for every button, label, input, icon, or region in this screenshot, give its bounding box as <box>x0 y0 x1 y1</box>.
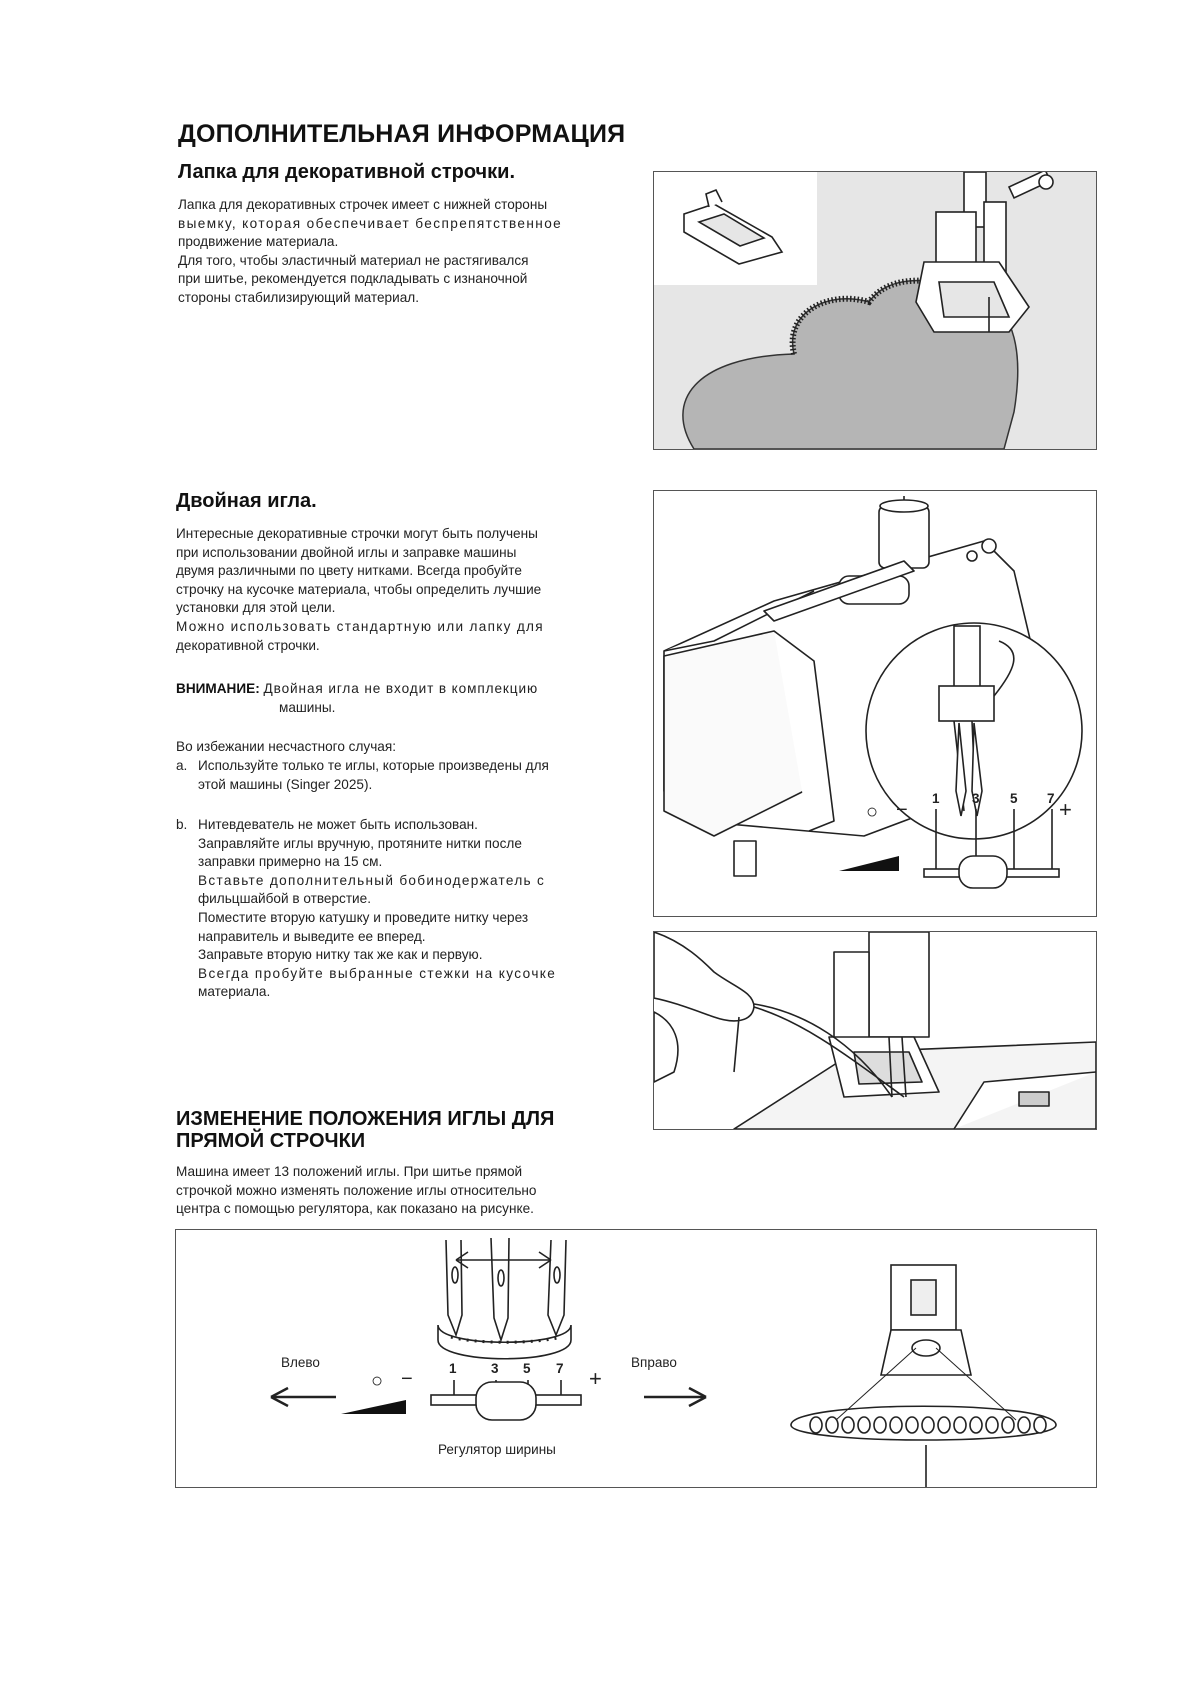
text-line: Заправьте вторую нитку так же как и первую. <box>198 947 483 963</box>
text-line: Используйте только те иглы, которые произведены для <box>198 758 549 773</box>
text-line: Поместите вторую катушку и проведите нитку через <box>198 909 529 925</box>
text-line: направитель и выведите ее вперед. <box>198 928 426 944</box>
threading-hand-illustration <box>654 932 1096 1129</box>
text-line: Всегда пробуйте выбранные стежки на кусочке <box>198 965 557 981</box>
text-line: материала. <box>198 984 271 1000</box>
bottom-dial-plus: + <box>589 1366 602 1391</box>
attention-text-0: Двойная игла не входит в комплекцию <box>263 681 539 696</box>
bottom-dial-circle-icon: ○ <box>371 1370 384 1392</box>
text-line: при использовании двойной иглы и заправке машины <box>176 544 517 560</box>
twin-needle-machine-illustration <box>654 491 1096 916</box>
twin-needle-intro <box>176 525 622 655</box>
list-marker-b: b. <box>176 817 188 832</box>
text-line: двумя различными по цвету нитками. Всегда пробуйте <box>176 563 522 579</box>
text-line: этой машины (Singer 2025). <box>198 776 373 792</box>
list-item-a <box>176 757 622 794</box>
right-label: Вправо <box>631 1355 677 1370</box>
bottom-dial-mark-1: 1 <box>449 1361 457 1376</box>
text-line: Машина имеет 13 положений иглы. При шитье прямой <box>176 1164 523 1179</box>
attention-note <box>176 680 622 717</box>
text-line: Можно использовать стандартную или лапку для <box>176 618 544 634</box>
section-heading-needle-position <box>176 1108 626 1152</box>
text-line: выемку, которая обеспечивает беспрепятственное <box>178 215 563 231</box>
text-line: центра с помощью регулятора, как показано на рисунке. <box>176 1201 534 1217</box>
dial-plus-sign: + <box>1059 797 1072 822</box>
text-line: Заправляйте иглы вручную, протяните нитки после <box>198 835 522 851</box>
figure-decorative-foot <box>653 171 1097 450</box>
heading-line: ПРЯМОЙ СТРОЧКИ <box>176 1130 366 1152</box>
foot-paragraph <box>178 196 620 308</box>
heading-line: ИЗМЕНЕНИЕ ПОЛОЖЕНИЯ ИГЛЫ ДЛЯ <box>176 1108 555 1130</box>
dial-mark-3: 3 <box>972 791 980 806</box>
needle-position-paragraph <box>176 1163 622 1219</box>
dial-minus-sign: − <box>896 799 908 821</box>
page-title: ДОПОЛНИТЕЛЬНАЯ ИНФОРМАЦИЯ <box>178 120 626 148</box>
regulator-label: Регулятор ширины <box>438 1442 556 1457</box>
attention-text-1: машины. <box>279 699 336 715</box>
figure-threading-twin-needle <box>653 931 1097 1130</box>
figure-twin-needle-machine <box>653 490 1097 917</box>
text-line: заправки примерно на 15 см. <box>198 854 383 870</box>
text-line: Лапка для декоративных строчек имеет с нижней стороны <box>178 197 548 212</box>
text-line: стороны стабилизирующий материал. <box>178 289 419 305</box>
text-line: при шитье, рекомендуется подкладывать с изнаночной <box>178 271 528 287</box>
list-marker-a: a. <box>176 758 188 773</box>
section-heading-foot: Лапка для декоративной строчки. <box>178 161 516 183</box>
list-item-b <box>176 816 622 1002</box>
dial-mark-1: 1 <box>932 791 940 806</box>
avoid-line: Во избежании несчастного случая: <box>176 739 396 754</box>
text-line: Интересные декоративные строчки могут быть получены <box>176 526 538 541</box>
text-line: Вставьте дополнительный бобинодержатель с <box>198 872 546 888</box>
dial-mark-5: 5 <box>1010 791 1018 806</box>
bottom-dial-mark-3: 3 <box>491 1361 499 1376</box>
dial-circle-icon: ○ <box>866 801 879 823</box>
text-line: установки для этой цели. <box>176 600 336 616</box>
text-line: Нитевдеватель не может быть использован. <box>198 817 478 832</box>
figure-needle-position-regulator <box>175 1229 1097 1488</box>
decorative-foot-illustration <box>654 172 1096 449</box>
bottom-dial-minus: − <box>401 1368 413 1390</box>
left-label: Влево <box>281 1355 320 1370</box>
text-line: Для того, чтобы эластичный материал не растягивался <box>178 252 529 268</box>
text-line: продвижение материала. <box>178 234 339 250</box>
text-line: фильцшайбой в отверстие. <box>198 891 371 907</box>
text-line: строчку на кусочке материала, чтобы определить лучшие <box>176 581 542 597</box>
section-heading-twin-needle: Двойная игла. <box>176 490 317 512</box>
text-line: декоративной строчки. <box>176 637 320 653</box>
dial-mark-7: 7 <box>1047 791 1055 806</box>
attention-label: ВНИМАНИЕ: <box>176 681 260 696</box>
text-line: строчкой можно изменять положение иглы относительно <box>176 1182 537 1198</box>
bottom-dial-mark-5: 5 <box>523 1361 531 1376</box>
bottom-dial-mark-7: 7 <box>556 1361 564 1376</box>
